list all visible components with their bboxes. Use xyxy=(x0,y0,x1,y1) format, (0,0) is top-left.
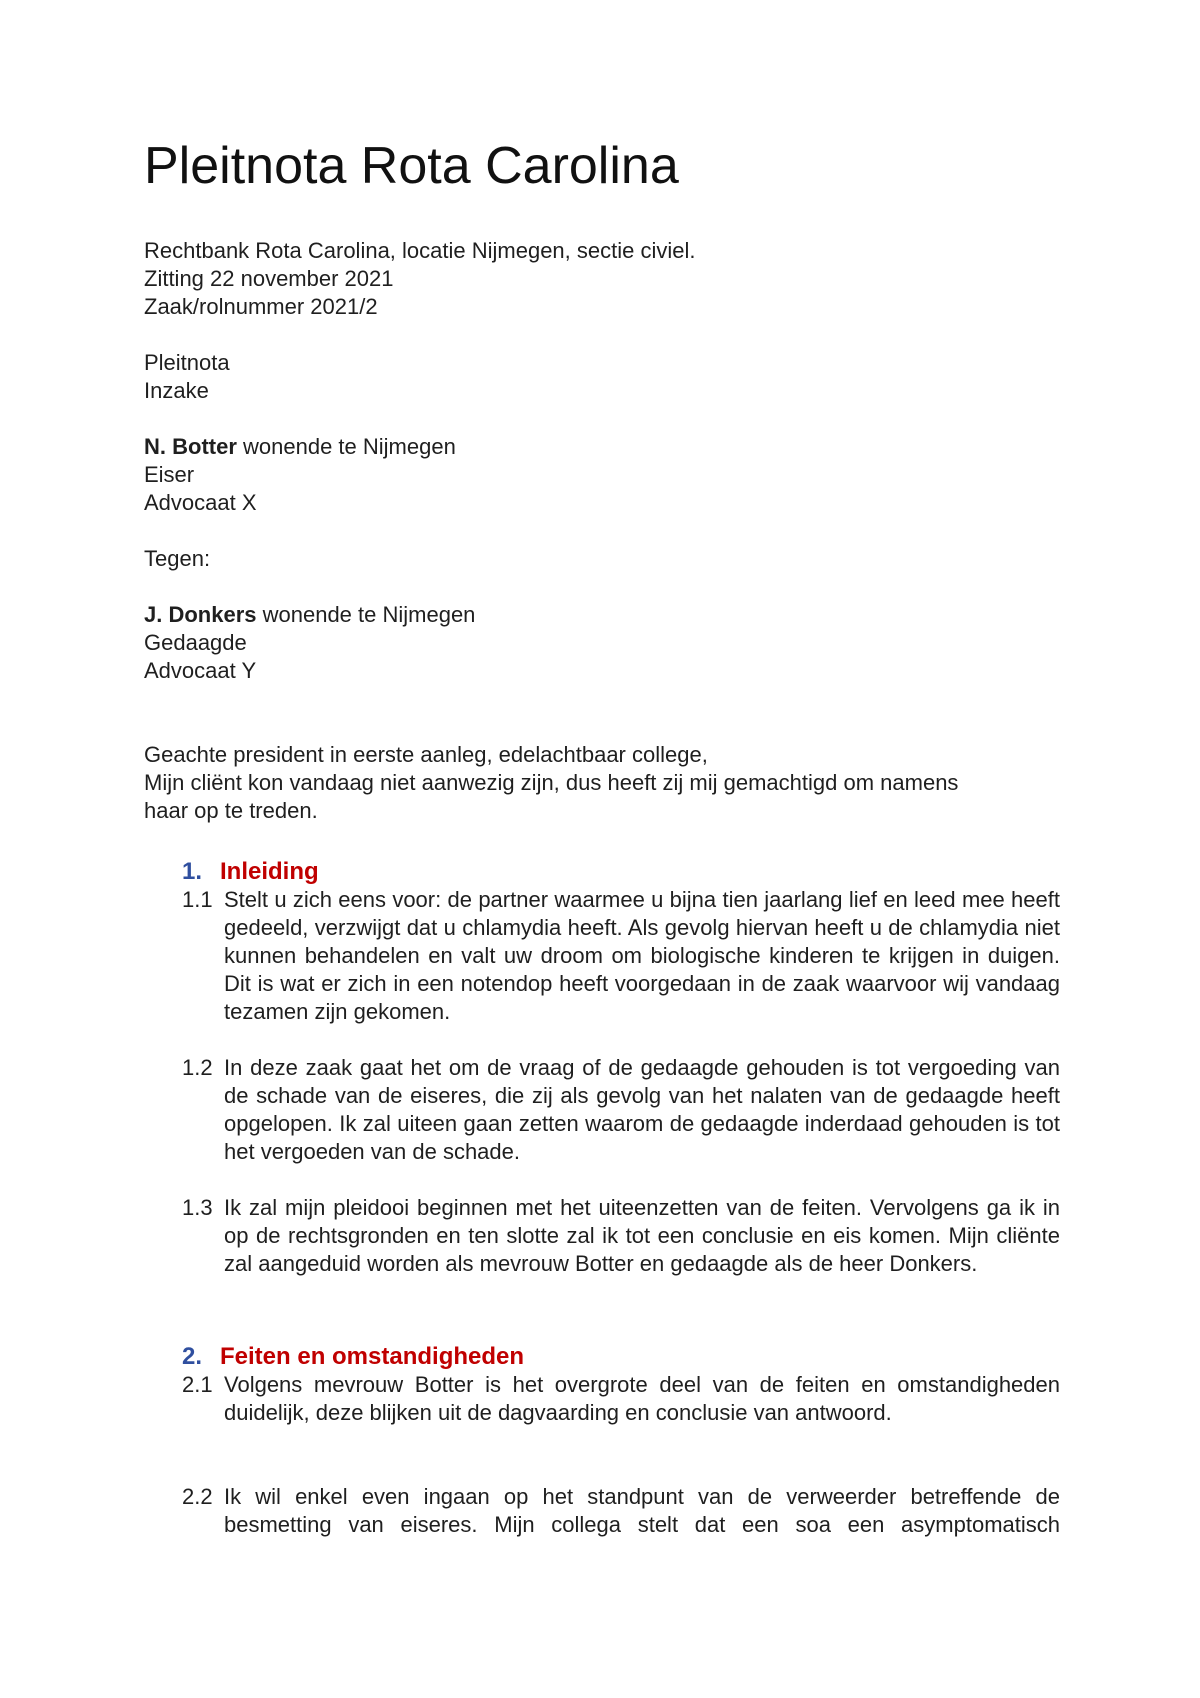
intro-line-2: haar op te treden. xyxy=(144,798,318,823)
defendant-name: J. Donkers xyxy=(144,602,257,627)
paragraph-1-3 xyxy=(182,1194,1060,1278)
plaintiff-lawyer: Advocaat X xyxy=(144,490,257,515)
case-number-line: Zaak/rolnummer 2021/2 xyxy=(144,294,378,319)
doc-type-line: Pleitnota xyxy=(144,350,230,375)
paragraph-text: Ik wil enkel even ingaan op het standpunt van de verweerder betreffende de besmetting van eiseres. Mijn collega stelt dat een soa een asymptomatisch xyxy=(224,1484,1060,1537)
paragraph-2-2 xyxy=(182,1483,1060,1539)
defendant-block xyxy=(144,601,475,685)
plaintiff-residence: wonende te Nijmegen xyxy=(236,434,456,459)
versus-line: Tegen: xyxy=(144,546,211,571)
plaintiff-role: Eiser xyxy=(144,462,195,487)
court-info xyxy=(144,237,695,321)
salutation-block xyxy=(144,741,958,825)
section-number: 2. xyxy=(182,1343,203,1370)
section-heading-feiten xyxy=(182,1343,524,1371)
defendant-lawyer: Advocaat Y xyxy=(144,658,257,683)
paragraph-number: 1.3 xyxy=(182,1195,213,1220)
paragraph-number: 1.2 xyxy=(182,1055,213,1080)
defendant-residence: wonende te Nijmegen xyxy=(256,602,476,627)
paragraph-1-2 xyxy=(182,1054,1060,1166)
intro-line-1: Mijn cliënt kon vandaag niet aanwezig zijn, dus heeft zij mij gemachtigd om namens xyxy=(144,770,959,795)
section-heading-inleiding xyxy=(182,858,319,886)
defendant-role: Gedaagde xyxy=(144,630,247,655)
paragraph-text: In deze zaak gaat het om de vraag of de gedaagde gehouden is tot vergoeding van de schade van de eiseres, die zij als gevolg van het nalaten van de gedaagde heeft opgelopen. Ik zal uiteen gaan zetten waarom de gedaagde inderdaad gehouden is tot het vergoeden van de schade. xyxy=(224,1055,1060,1164)
section-title: Feiten en omstandigheden xyxy=(220,1343,525,1370)
paragraph-number: 2.2 xyxy=(182,1484,213,1509)
salutation-line: Geachte president in eerste aanleg, edelachtbaar college, xyxy=(144,742,708,767)
versus-block xyxy=(144,545,210,573)
defendant-name-line xyxy=(144,601,475,629)
section-number: 1. xyxy=(182,858,203,885)
section-title: Inleiding xyxy=(220,858,319,885)
doc-type-block xyxy=(144,349,230,405)
session-line: Zitting 22 november 2021 xyxy=(144,266,394,291)
paragraph-number: 2.1 xyxy=(182,1372,213,1397)
plaintiff-name-line xyxy=(144,433,456,461)
court-line: Rechtbank Rota Carolina, locatie Nijmegen, sectie civiel. xyxy=(144,238,696,263)
plaintiff-block xyxy=(144,433,456,517)
paragraph-1-1 xyxy=(182,886,1060,1026)
plaintiff-name: N. Botter xyxy=(144,434,237,459)
paragraph-text: Stelt u zich eens voor: de partner waarmee u bijna tien jaarlang lief en leed mee heeft gedeeld, verzwijgt dat u chlamydia heeft. Als gevolg hiervan heeft u de chlamydia niet kunnen behandelen en valt uw droom om biologische kinderen te krijgen in duigen. Dit is wat er zich in een notendop heeft voorgedaan in de zaak waarvoor wij vandaag tezamen zijn gekomen. xyxy=(224,887,1060,1024)
regarding-line: Inzake xyxy=(144,378,209,403)
paragraph-number: 1.1 xyxy=(182,887,213,912)
paragraph-text: Ik zal mijn pleidooi beginnen met het uiteenzetten van de feiten. Vervolgens ga ik in op de rechtsgronden en ten slotte zal ik tot een conclusie en eis komen. Mijn cliënte zal aangeduid worden als mevrouw Botter en gedaagde als de heer Donkers. xyxy=(224,1195,1060,1276)
paragraph-text: Volgens mevrouw Botter is het overgrote deel van de feiten en omstandigheden duidelijk, deze blijken uit de dagvaarding en conclusie van antwoord. xyxy=(224,1372,1060,1425)
paragraph-2-1 xyxy=(182,1371,1060,1427)
document-title: Pleitnota Rota Carolina xyxy=(144,137,679,195)
